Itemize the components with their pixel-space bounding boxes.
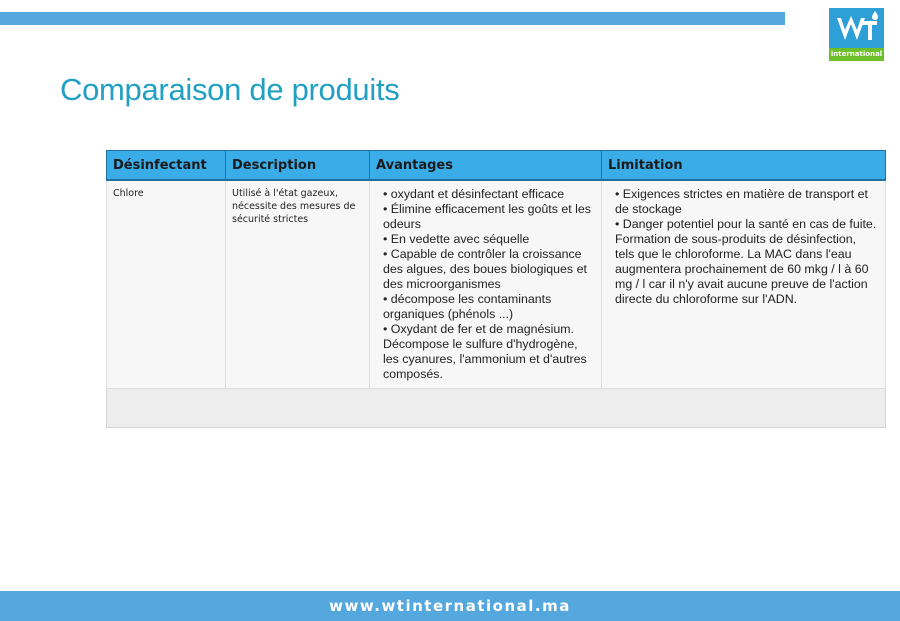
column-header-advantages: Avantages	[370, 151, 602, 181]
advantages-cell	[370, 180, 602, 389]
column-header-description: Description	[226, 151, 370, 181]
description-cell: Utilisé à l'état gazeux, nécessite des mesures de sécurité strictes	[226, 180, 370, 389]
logo-mark-icon	[829, 8, 884, 48]
advantage-item: • Élimine efficacement les goûts et les odeurs	[383, 202, 591, 231]
table-row	[107, 180, 886, 389]
advantage-item: • Capable de contrôler la croissance des algues, des boues biologiques et des microorganismes	[383, 247, 587, 291]
empty-cell	[107, 389, 886, 428]
advantage-item: • En vedette avec séquelle	[383, 232, 530, 246]
table-header-row	[107, 151, 886, 181]
limitation-item: • Danger potentiel pour la santé en cas de fuite. Formation de sous-produits de désinfection, tels que le chloroforme. La MAC dans l'eau augmentera prochainement de 60 mkg / l à 60 mg / l car il n'y avait aucune preuve de l'action directe du chloroforme sur l'ADN.	[615, 217, 877, 306]
footer-website-url: www.wtinternational.ma	[0, 591, 900, 621]
column-header-limitation: Limitation	[602, 151, 886, 181]
comparison-table	[106, 150, 886, 428]
advantage-item: • Oxydant de fer et de magnésium. Décompose le sulfure d'hydrogène, les cyanures, l'ammonium et d'autres composés.	[383, 322, 587, 381]
company-logo	[829, 8, 884, 61]
column-header-disinfectant: Désinfectant	[107, 151, 226, 181]
advantage-item: • oxydant et désinfectant efficace	[383, 187, 565, 201]
advantage-item: • décompose les contaminants organiques (phénols ...)	[383, 292, 552, 321]
page-title: Comparaison de produits	[60, 72, 400, 107]
limitation-cell	[602, 180, 886, 389]
top-accent-bar	[0, 12, 785, 25]
empty-table-row	[107, 389, 886, 428]
limitation-item: • Exigences strictes en matière de transport et de stockage	[615, 187, 868, 216]
product-cell: Chlore	[107, 180, 226, 389]
logo-wordmark: international	[829, 48, 884, 61]
